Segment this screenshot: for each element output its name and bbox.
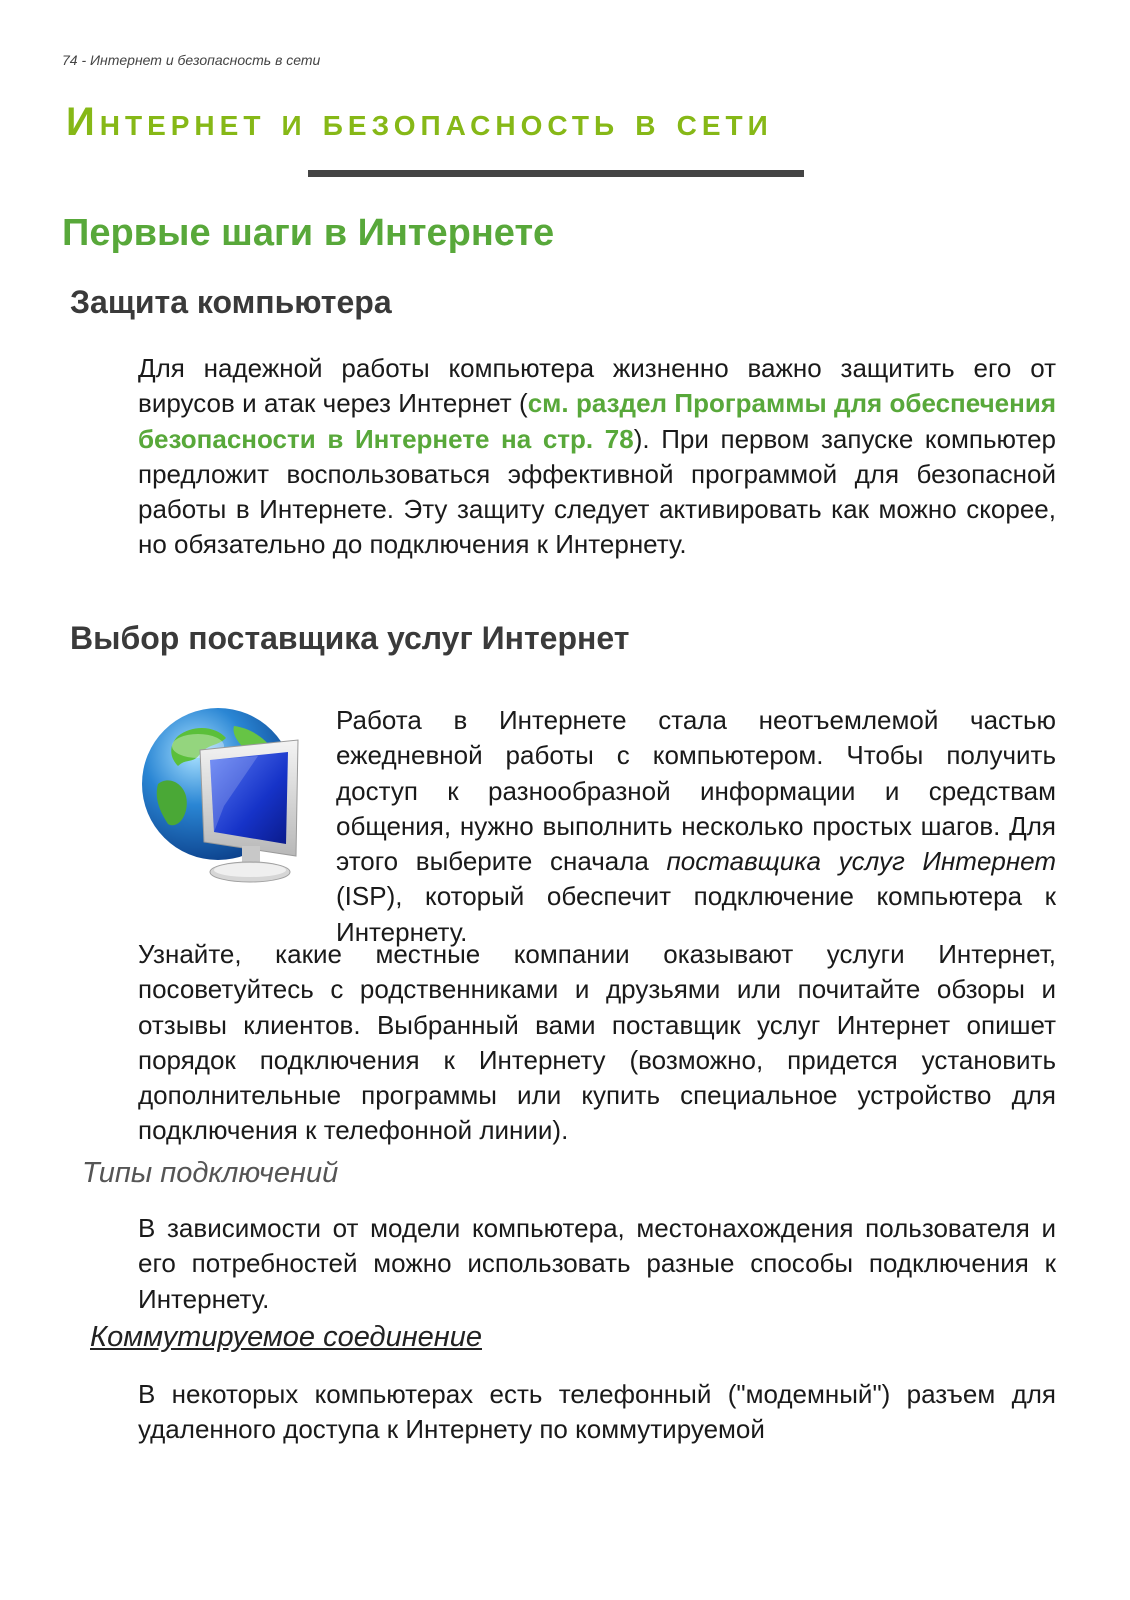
chapter-title: Интернет и безопасность в сети: [66, 100, 773, 144]
paragraph-isp-text-end: (ISP), который обеспечит подключение компьютера к Интернету.: [336, 881, 1056, 947]
paragraph-dialup: В некоторых компьютерах есть телефонный ("модемный") разъем для удаленного доступа к Интернету по коммутируемой: [138, 1379, 1056, 1445]
subsection-title-isp: Выбор поставщика услуг Интернет: [70, 620, 630, 656]
running-header: 74 - Интернет и безопасность в сети: [62, 52, 321, 68]
paragraph-isp-text-start: Работа в Интернете стала неотъемлемой частью ежедневной работы с компьютером. Чтобы получить доступ к разнообразной информации и средствам общения, нужно выполнить несколько простых шагов. Для этого выберите сначала: [336, 705, 1056, 877]
heading-connection-types: Типы подключений: [82, 1157, 339, 1189]
section-title: Первые шаги в Интернете: [62, 212, 555, 254]
subsection-title-protect: Защита компьютера: [70, 284, 392, 320]
globe-monitor-icon: [138, 706, 324, 892]
cross-reference-link[interactable]: см. раздел Программы для обеспечения безопасности в Интернете на стр. 78: [138, 388, 1056, 454]
paragraph-protect: [138, 351, 1056, 563]
paragraph-isp-float: [336, 703, 1056, 950]
paragraph-protect-text-start: Для надежной работы компьютера жизненно важно защитить его от вирусов и атак через Интернет (: [138, 353, 1056, 419]
paragraph-protect-text-end: ). При первом запуске компьютер предложит воспользоваться эффективной программой для безопасной работы в Интернете. Эту защиту следует активировать как можно скорее, но обязательно до подключения к Интернету.: [138, 423, 1056, 560]
paragraph-connection-types: В зависимости от модели компьютера, местонахождения пользователя и его потребностей можно использовать разные способы подключения к Интернету.: [138, 1213, 1056, 1314]
heading-dialup: Коммутируемое соединение: [90, 1321, 482, 1353]
paragraph-isp-continued: Узнайте, какие местные компании оказывают услуги Интернет, посоветуйтесь с родственниками и друзьями или почитайте обзоры и отзывы клиентов. Выбранный вами поставщик услуг Интернет опишет порядок подключения к Интернету (возможно, придется установить дополнительные программы или купить специальное устройство для подключения к телефонной линии).: [138, 939, 1056, 1146]
chapter-rule: [308, 170, 804, 177]
isp-term: поставщика услуг Интернет: [666, 846, 1057, 877]
